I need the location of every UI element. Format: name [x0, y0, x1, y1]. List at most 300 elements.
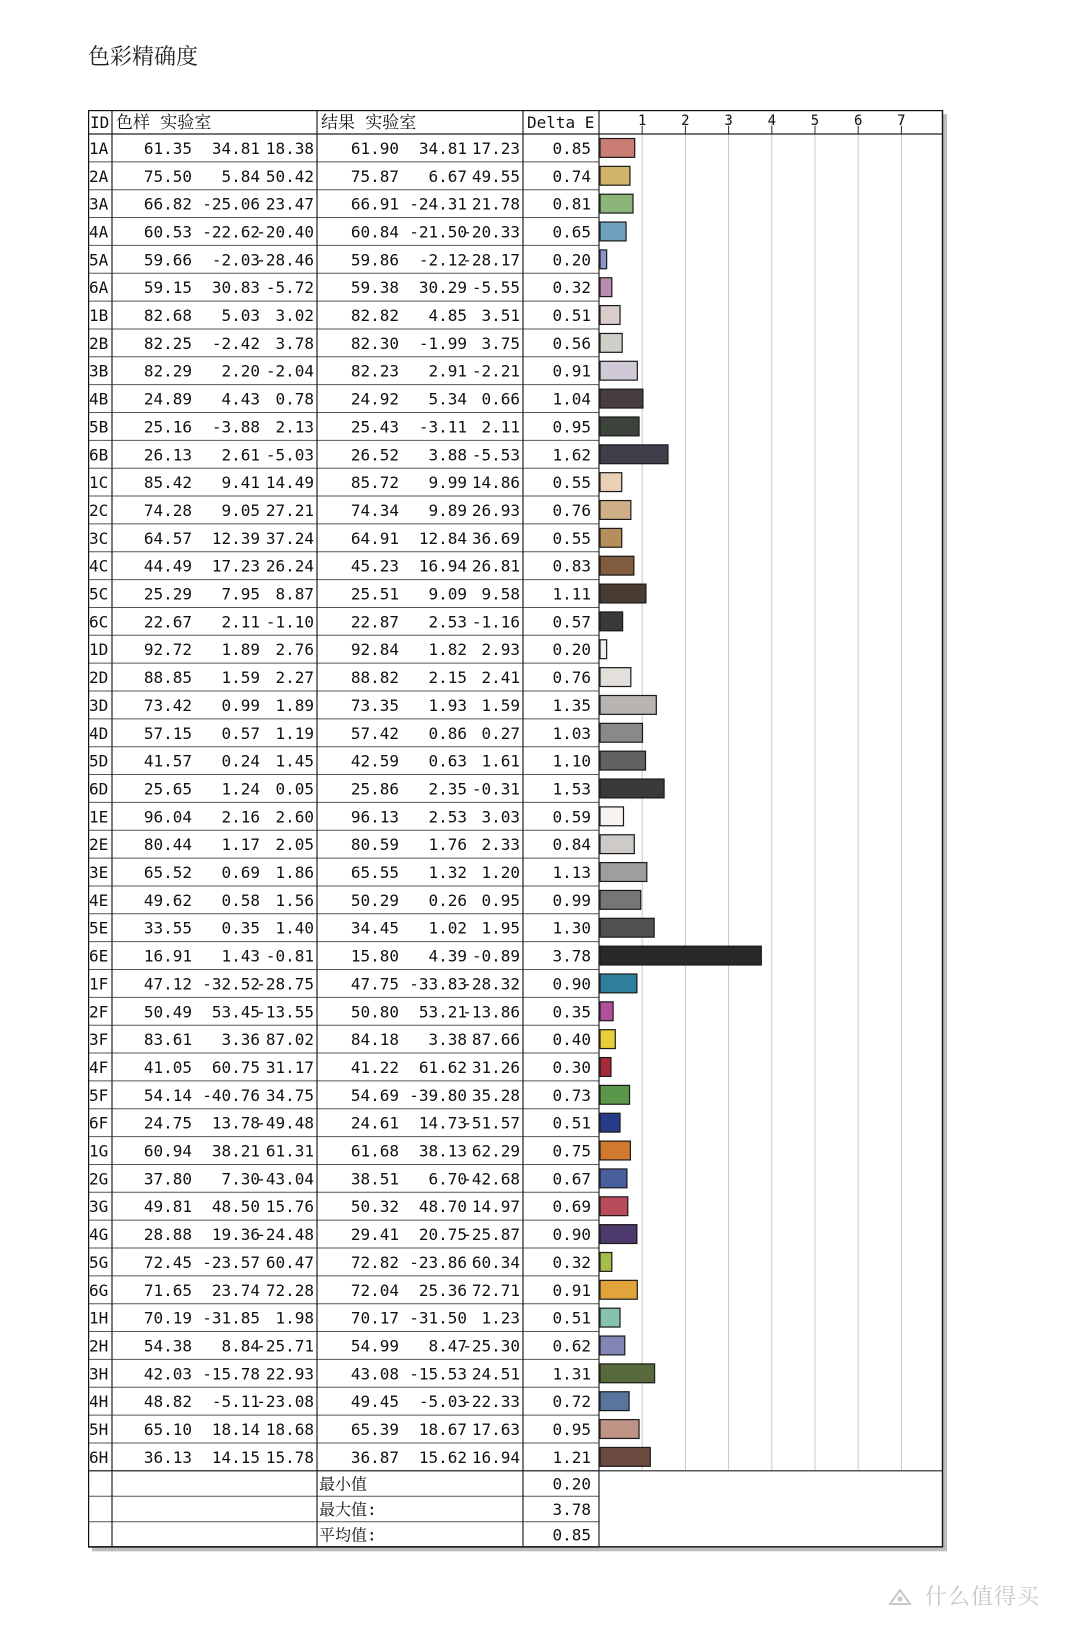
result-value: 1.32: [428, 863, 467, 883]
result-value: 41.22: [350, 1057, 399, 1077]
sample-value: 74.28: [143, 500, 192, 520]
row-id: 1F: [89, 974, 109, 994]
result-value: 2.91: [428, 361, 467, 381]
delta-value: 0.32: [552, 278, 591, 298]
sample-value: 42.03: [143, 1364, 192, 1384]
delta-value: 0.90: [552, 1225, 591, 1245]
row-id: 6C: [89, 612, 109, 632]
delta-value: 0.20: [552, 640, 591, 660]
result-value: 1.59: [481, 695, 520, 715]
delta-bar: [600, 194, 633, 213]
sample-value: 38.21: [211, 1141, 260, 1161]
result-value: 2.53: [428, 807, 467, 827]
sample-value: -28.75: [256, 974, 314, 994]
row-id: 4B: [89, 389, 109, 409]
delta-bar: [600, 278, 612, 297]
result-value: 54.99: [350, 1336, 399, 1356]
delta-bar: [600, 1420, 639, 1439]
sample-value: 2.16: [221, 807, 260, 827]
sample-value: -49.48: [256, 1113, 314, 1133]
delta-value: 0.51: [552, 1308, 591, 1328]
result-value: -2.21: [471, 361, 520, 381]
sample-value: 1.19: [275, 723, 314, 743]
delta-bar: [600, 473, 622, 492]
result-value: 3.75: [481, 333, 520, 353]
sample-value: 24.89: [143, 389, 192, 409]
sample-value: 14.15: [211, 1447, 260, 1467]
delta-value: 0.51: [552, 306, 591, 326]
sample-value: 2.13: [275, 417, 314, 437]
sample-value: 85.42: [143, 473, 192, 493]
delta-bar: [600, 1002, 613, 1021]
result-value: 1.61: [481, 751, 520, 771]
result-value: -15.53: [409, 1364, 467, 1384]
delta-bar: [600, 779, 664, 798]
delta-bar: [600, 612, 623, 631]
result-value: 85.72: [350, 473, 399, 493]
row-id: 4D: [89, 723, 109, 743]
delta-value: 0.90: [552, 974, 591, 994]
delta-value: 1.10: [552, 751, 591, 771]
watermark: [887, 1580, 1040, 1611]
sample-value: 60.53: [143, 222, 192, 242]
sample-value: -24.48: [256, 1225, 314, 1245]
row-id: 3A: [89, 194, 109, 214]
delta-value: 0.91: [552, 361, 591, 381]
delta-bar: [600, 166, 630, 185]
result-value: 24.51: [471, 1364, 520, 1384]
row-id: 5E: [89, 918, 109, 938]
row-id: 3E: [89, 863, 109, 883]
sample-value: 3.78: [275, 333, 314, 353]
result-value: 61.62: [418, 1057, 467, 1077]
sample-value: 96.04: [143, 807, 192, 827]
sample-value: 0.58: [221, 890, 260, 910]
sample-value: 49.62: [143, 890, 192, 910]
result-value: 50.80: [350, 1002, 399, 1022]
row-id: 4A: [89, 222, 109, 242]
sample-value: -22.62: [202, 222, 260, 242]
delta-value: 0.30: [552, 1057, 591, 1077]
sample-value: 2.76: [275, 640, 314, 660]
delta-value: 3.78: [552, 946, 591, 966]
result-value: -1.99: [418, 333, 467, 353]
sample-value: 60.94: [143, 1141, 192, 1161]
sample-value: -31.85: [202, 1308, 260, 1328]
result-value: 60.84: [350, 222, 399, 242]
sample-value: 26.24: [265, 556, 314, 576]
sample-value: 25.16: [143, 417, 192, 437]
result-value: 16.94: [418, 556, 467, 576]
delta-value: 1.30: [552, 918, 591, 938]
result-value: 72.71: [471, 1280, 520, 1300]
delta-value: 0.99: [552, 890, 591, 910]
result-value: 1.23: [481, 1308, 520, 1328]
result-value: 6.67: [428, 166, 467, 186]
sample-value: 0.69: [221, 863, 260, 883]
delta-value: 0.59: [552, 807, 591, 827]
summary-label: 最小值: [319, 1474, 368, 1494]
delta-value: 0.95: [552, 1420, 591, 1440]
delta-value: 0.91: [552, 1280, 591, 1300]
delta-bar: [600, 1085, 630, 1104]
result-value: 0.86: [428, 723, 467, 743]
result-value: 82.30: [350, 333, 399, 353]
delta-bar: [600, 361, 637, 380]
delta-bar: [600, 640, 607, 659]
sample-value: -5.72: [265, 278, 314, 298]
x-tick-label: 1: [637, 113, 647, 129]
delta-value: 0.85: [552, 138, 591, 158]
row-id: 5H: [89, 1420, 109, 1440]
delta-bar: [600, 417, 639, 436]
row-id: 2E: [89, 835, 109, 855]
sample-value: 18.14: [211, 1420, 260, 1440]
sample-value: 8.84: [221, 1336, 260, 1356]
sample-value: 70.19: [143, 1308, 192, 1328]
result-value: 1.95: [481, 918, 520, 938]
sample-value: 22.67: [143, 612, 192, 632]
sample-value: 49.81: [143, 1197, 192, 1217]
result-value: 24.92: [350, 389, 399, 409]
row-id: 6F: [89, 1113, 109, 1133]
result-value: 60.34: [471, 1252, 520, 1272]
sample-value: 2.11: [221, 612, 260, 632]
result-value: -13.86: [462, 1002, 520, 1022]
sample-value: 5.03: [221, 306, 260, 326]
result-value: 3.88: [428, 445, 467, 465]
delta-bar: [600, 807, 623, 826]
delta-value: 1.35: [552, 695, 591, 715]
row-id: 5B: [89, 417, 109, 437]
delta-bar: [600, 1392, 629, 1411]
result-value: -39.80: [409, 1085, 467, 1105]
row-id: 5D: [89, 751, 109, 771]
x-tick-label: 6: [853, 113, 863, 129]
x-tick-label: 5: [810, 113, 820, 129]
sample-value: 0.05: [275, 779, 314, 799]
delta-bar: [600, 1058, 611, 1077]
sample-value: 88.85: [143, 668, 192, 688]
x-tick-label: 7: [897, 113, 906, 129]
sample-value: 0.57: [221, 723, 260, 743]
delta-value: 0.95: [552, 417, 591, 437]
result-value: 3.38: [428, 1030, 467, 1050]
row-id: 3H: [89, 1364, 109, 1384]
row-id: 3B: [89, 361, 109, 381]
sample-value: 22.93: [265, 1364, 314, 1384]
result-value: 4.39: [428, 946, 467, 966]
header-delta: Delta E: [527, 113, 595, 132]
result-value: 72.82: [350, 1252, 399, 1272]
result-value: 72.04: [350, 1280, 399, 1300]
sample-value: 8.87: [275, 584, 314, 604]
result-value: -42.68: [462, 1169, 520, 1189]
sample-value: 71.65: [143, 1280, 192, 1300]
sample-value: 1.89: [221, 640, 260, 660]
row-id: 6E: [89, 946, 109, 966]
delta-bar: [600, 1336, 625, 1355]
row-id: 2D: [89, 668, 109, 688]
result-value: 65.39: [350, 1420, 399, 1440]
delta-bar: [600, 1447, 650, 1466]
sample-value: -2.42: [211, 333, 260, 353]
row-id: 4E: [89, 890, 109, 910]
result-value: 92.84: [350, 640, 399, 660]
delta-value: 0.72: [552, 1392, 591, 1412]
result-value: 9.09: [428, 584, 467, 604]
result-value: 1.20: [481, 863, 520, 883]
delta-value: 0.69: [552, 1197, 591, 1217]
result-value: -25.30: [462, 1336, 520, 1356]
row-id: 1H: [89, 1308, 109, 1328]
delta-value: 0.62: [552, 1336, 591, 1356]
result-value: 26.52: [350, 445, 399, 465]
result-value: 0.63: [428, 751, 467, 771]
result-value: 38.13: [418, 1141, 467, 1161]
sample-value: 37.24: [265, 528, 314, 548]
result-value: 38.51: [350, 1169, 399, 1189]
result-value: 84.18: [350, 1030, 399, 1050]
result-value: 74.34: [350, 500, 399, 520]
delta-bar: [600, 1197, 628, 1216]
result-value: 75.87: [350, 166, 399, 186]
sample-value: 48.50: [211, 1197, 260, 1217]
delta-value: 0.35: [552, 1002, 591, 1022]
sample-value: 61.35: [143, 138, 192, 158]
result-value: 12.84: [418, 528, 467, 548]
delta-value: 0.55: [552, 473, 591, 493]
result-value: 14.73: [418, 1113, 467, 1133]
delta-value: 0.57: [552, 612, 591, 632]
sample-value: 23.74: [211, 1280, 260, 1300]
sample-value: 2.60: [275, 807, 314, 827]
sample-value: 25.65: [143, 779, 192, 799]
sample-value: 72.28: [265, 1280, 314, 1300]
row-id: 1G: [89, 1141, 109, 1161]
result-value: -22.33: [462, 1392, 520, 1412]
delta-value: 0.76: [552, 668, 591, 688]
delta-bar: [600, 751, 646, 770]
delta-bar: [600, 1280, 637, 1299]
result-value: 2.53: [428, 612, 467, 632]
sample-value: -5.11: [211, 1392, 260, 1412]
sample-value: 33.55: [143, 918, 192, 938]
delta-bar: [600, 139, 635, 158]
sample-value: -23.08: [256, 1392, 314, 1412]
result-value: 25.86: [350, 779, 399, 799]
sample-value: 7.95: [221, 584, 260, 604]
sample-value: 83.61: [143, 1030, 192, 1050]
delta-value: 0.32: [552, 1252, 591, 1272]
sample-value: 4.43: [221, 389, 260, 409]
sample-value: 2.27: [275, 668, 314, 688]
sample-value: 60.47: [265, 1252, 314, 1272]
sample-value: 1.59: [221, 668, 260, 688]
result-value: 4.85: [428, 306, 467, 326]
sample-value: 15.78: [265, 1447, 314, 1467]
result-value: 34.81: [418, 138, 467, 158]
result-value: 15.80: [350, 946, 399, 966]
delta-bar: [600, 584, 646, 603]
sample-value: 92.72: [143, 640, 192, 660]
result-value: 62.29: [471, 1141, 520, 1161]
sample-value: 12.39: [211, 528, 260, 548]
sample-value: 36.13: [143, 1447, 192, 1467]
sample-value: 60.75: [211, 1057, 260, 1077]
delta-value: 1.04: [552, 389, 591, 409]
sample-value: 3.02: [275, 306, 314, 326]
sample-value: 80.44: [143, 835, 192, 855]
summary-label: 最大值:: [319, 1500, 377, 1520]
sample-value: 72.45: [143, 1252, 192, 1272]
row-id: 5G: [89, 1252, 109, 1272]
result-value: 25.36: [418, 1280, 467, 1300]
sample-value: 75.50: [143, 166, 192, 186]
result-value: 45.23: [350, 556, 399, 576]
sample-value: 37.80: [143, 1169, 192, 1189]
sample-value: 1.17: [221, 835, 260, 855]
result-value: 87.66: [471, 1030, 520, 1050]
result-value: 15.62: [418, 1447, 467, 1467]
row-id: 1B: [89, 306, 109, 326]
sample-value: 0.24: [221, 751, 260, 771]
sample-value: 48.82: [143, 1392, 192, 1412]
sample-value: -15.78: [202, 1364, 260, 1384]
sample-value: -5.03: [265, 445, 314, 465]
delta-value: 0.73: [552, 1085, 591, 1105]
delta-value: 1.03: [552, 723, 591, 743]
page-title: 色彩精确度: [88, 45, 199, 70]
delta-bar: [600, 389, 643, 408]
result-value: 1.76: [428, 835, 467, 855]
sample-value: -32.52: [202, 974, 260, 994]
x-tick-label: 4: [767, 113, 777, 129]
sample-value: -13.55: [256, 1002, 314, 1022]
sample-value: -43.04: [256, 1169, 314, 1189]
sample-value: 34.81: [211, 138, 260, 158]
result-value: 29.41: [350, 1225, 399, 1245]
x-tick-label: 2: [681, 113, 690, 129]
result-value: -5.53: [471, 445, 520, 465]
result-value: 65.55: [350, 863, 399, 883]
color-accuracy-chart: [88, 110, 948, 1559]
sample-value: 1.98: [275, 1308, 314, 1328]
sample-value: 9.05: [221, 500, 260, 520]
result-value: 17.63: [471, 1420, 520, 1440]
sample-value: -2.03: [211, 250, 260, 270]
delta-value: 1.13: [552, 863, 591, 883]
sample-value: 19.36: [211, 1225, 260, 1245]
delta-value: 0.51: [552, 1113, 591, 1133]
result-value: 9.99: [428, 473, 467, 493]
delta-bar: [600, 668, 631, 687]
delta-bar: [600, 1308, 620, 1327]
row-id: 3D: [89, 695, 109, 715]
result-value: 0.95: [481, 890, 520, 910]
sample-value: 26.13: [143, 445, 192, 465]
sample-value: 50.49: [143, 1002, 192, 1022]
sample-value: -23.57: [202, 1252, 260, 1272]
summary-value: 3.78: [552, 1500, 591, 1520]
delta-bar: [600, 222, 626, 241]
sample-value: 14.49: [265, 473, 314, 493]
sample-value: 24.75: [143, 1113, 192, 1133]
sample-value: 73.42: [143, 695, 192, 715]
delta-value: 1.11: [552, 584, 591, 604]
result-value: 70.17: [350, 1308, 399, 1328]
delta-bar: [600, 1113, 620, 1132]
result-value: 49.55: [471, 166, 520, 186]
row-id: 4C: [89, 556, 109, 576]
sample-value: 23.47: [265, 194, 314, 214]
result-value: 53.21: [418, 1002, 467, 1022]
row-id: 3C: [89, 528, 109, 548]
sample-value: 53.45: [211, 1002, 260, 1022]
result-value: 80.59: [350, 835, 399, 855]
result-value: 88.82: [350, 668, 399, 688]
delta-value: 0.40: [552, 1030, 591, 1050]
sample-value: 18.38: [265, 138, 314, 158]
sample-value: 0.99: [221, 695, 260, 715]
header-result: 结果 实验室: [321, 113, 417, 133]
delta-bar: [600, 918, 654, 937]
delta-bar: [600, 946, 761, 965]
color-accuracy-table-svg: [88, 110, 948, 1555]
result-value: 1.02: [428, 918, 467, 938]
delta-bar: [600, 835, 634, 854]
row-id: 5C: [89, 584, 109, 604]
result-value: 26.93: [471, 500, 520, 520]
sample-value: 0.35: [221, 918, 260, 938]
sample-value: 1.40: [275, 918, 314, 938]
delta-bar: [600, 1030, 615, 1049]
watermark-text: 什么值得买: [924, 1585, 1040, 1610]
result-value: -31.50: [409, 1308, 467, 1328]
result-value: -5.55: [471, 278, 520, 298]
sample-value: 34.75: [265, 1085, 314, 1105]
result-value: 3.51: [481, 306, 520, 326]
sample-value: 9.41: [221, 473, 260, 493]
sample-value: 64.57: [143, 528, 192, 548]
logo-icon: [887, 1587, 913, 1607]
result-value: -25.87: [462, 1225, 520, 1245]
result-value: -51.57: [462, 1113, 520, 1133]
sample-value: 2.61: [221, 445, 260, 465]
row-id: 2B: [89, 333, 109, 353]
sample-value: 59.66: [143, 250, 192, 270]
sample-value: 87.02: [265, 1030, 314, 1050]
result-value: 0.66: [481, 389, 520, 409]
sample-value: 17.23: [211, 556, 260, 576]
row-id: 1E: [89, 807, 109, 827]
result-value: 54.69: [350, 1085, 399, 1105]
result-value: 43.08: [350, 1364, 399, 1384]
sample-value: 1.56: [275, 890, 314, 910]
result-value: -0.31: [471, 779, 520, 799]
delta-bar: [600, 528, 622, 547]
delta-value: 1.53: [552, 779, 591, 799]
delta-value: 0.56: [552, 333, 591, 353]
sample-value: 82.68: [143, 306, 192, 326]
result-value: -28.32: [462, 974, 520, 994]
delta-value: 0.83: [552, 556, 591, 576]
row-id: 6B: [89, 445, 109, 465]
result-value: 24.61: [350, 1113, 399, 1133]
sample-value: 0.78: [275, 389, 314, 409]
result-value: 61.90: [350, 138, 399, 158]
delta-value: 0.84: [552, 835, 591, 855]
